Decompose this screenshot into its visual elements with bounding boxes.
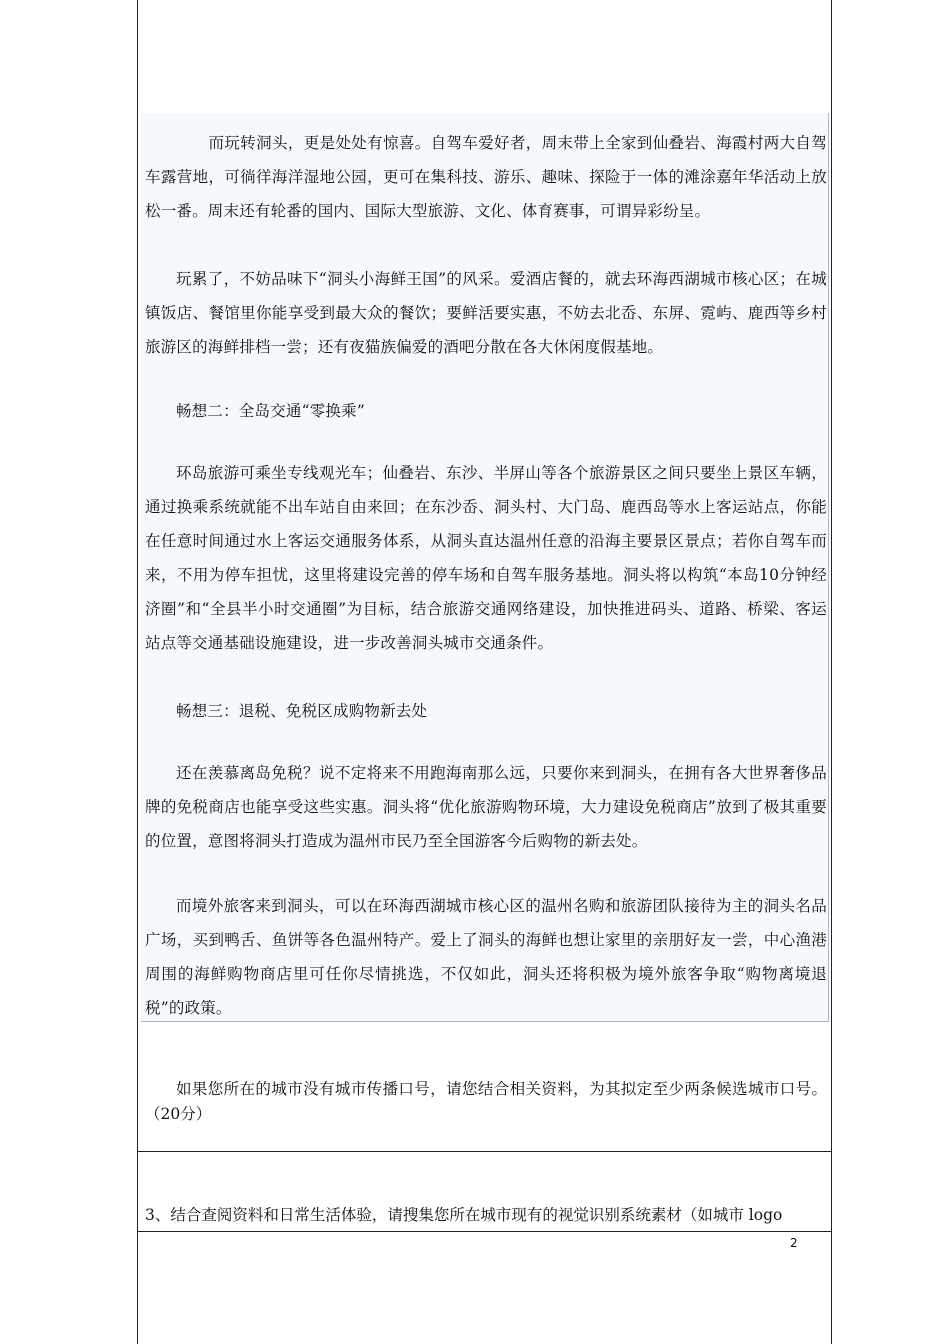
question-slogan: 如果您所在的城市没有城市传播口号，请您结合相关资料，为其拟定至少两条候选城市口号。（20分）: [145, 1080, 827, 1123]
question-visual-identity: 3、结合查阅资料和日常生活体验，请搜集您所在城市现有的视觉识别系统素材（如城市 logo: [145, 1206, 783, 1224]
paragraph-tax-free: 还在羡慕离岛免税？说不定将来不用跑海南那么远，只要你来到洞头，在拥有各大世界奢侈品牌的免税商店也能享受这些实惠。洞头将“优化旅游购物环境，大力建设免税商店”放到了极其重要的位置，意图将洞头打造成为温州市民乃至全国游客今后购物的新去处。: [145, 764, 827, 850]
table-left-border: [137, 0, 138, 1344]
heading-transport: 畅想二：全岛交通“零换乘”: [176, 402, 365, 420]
heading-tax-free: 畅想三：退税、免税区成购物新去处: [176, 702, 428, 720]
table-row-divider: [137, 1151, 832, 1152]
paragraph-seafood: 玩累了，不妨品味下“洞头小海鲜王国”的风采。爱酒店餐的，就去环海西湖城市核心区；在城镇饭店、餐馆里你能享受到最大众的餐饮；要鲜活要实惠，不妨去北岙、东屏、霓屿、鹿西等乡村旅游区的海鲜排档一尝；还有夜猫族偏爱的酒吧分散在各大休闲度假基地。: [145, 270, 827, 356]
paragraph-overseas-shopping: 而境外旅客来到洞头，可以在环海西湖城市核心区的温州名购和旅游团队接待为主的洞头名品广场，买到鸭舌、鱼饼等各色温州特产。爱上了洞头的海鲜也想让家里的亲朋好友一尝，中心渔港周围的海鲜购物商店里可任你尽情挑选，不仅如此，洞头还将积极为境外旅客争取“购物离境退税”的政策。: [145, 897, 827, 1017]
paragraph-self-drive: 而玩转洞头，更是处处有惊喜。自驾车爱好者，周末带上全家到仙叠岩、海霞村两大自驾车露营地，可徜徉海洋湿地公园，更可在集科技、游乐、趣味、探险于一体的滩涂嘉年华活动上放松一番。周末还有轮番的国内、国际大型旅游、文化、体育赛事，可谓异彩纷呈。: [145, 134, 827, 220]
page-number: 2: [790, 1236, 798, 1250]
table-right-border: [831, 0, 832, 1344]
paragraph-transport: 环岛旅游可乘坐专线观光车；仙叠岩、东沙、半屏山等各个旅游景区之间只要坐上景区车辆，通过换乘系统就能不出车站自由来回；在东沙岙、洞头村、大门岛、鹿西岛等水上客运站点，你能在任意时间通过水上客运交通服务体系，从洞头直达温州任意的沿海主要景区景点；若你自驾车而来，不用为停车担忧，这里将建设完善的停车场和自驾车服务基地。洞头将以构筑“本岛10分钟经济圈”和“全县半小时交通圈”为目标，结合旅游交通网络建设，加快推进码头、道路、桥梁、客运站点等交通基础设施建设，进一步改善洞头城市交通条件。: [145, 464, 827, 652]
